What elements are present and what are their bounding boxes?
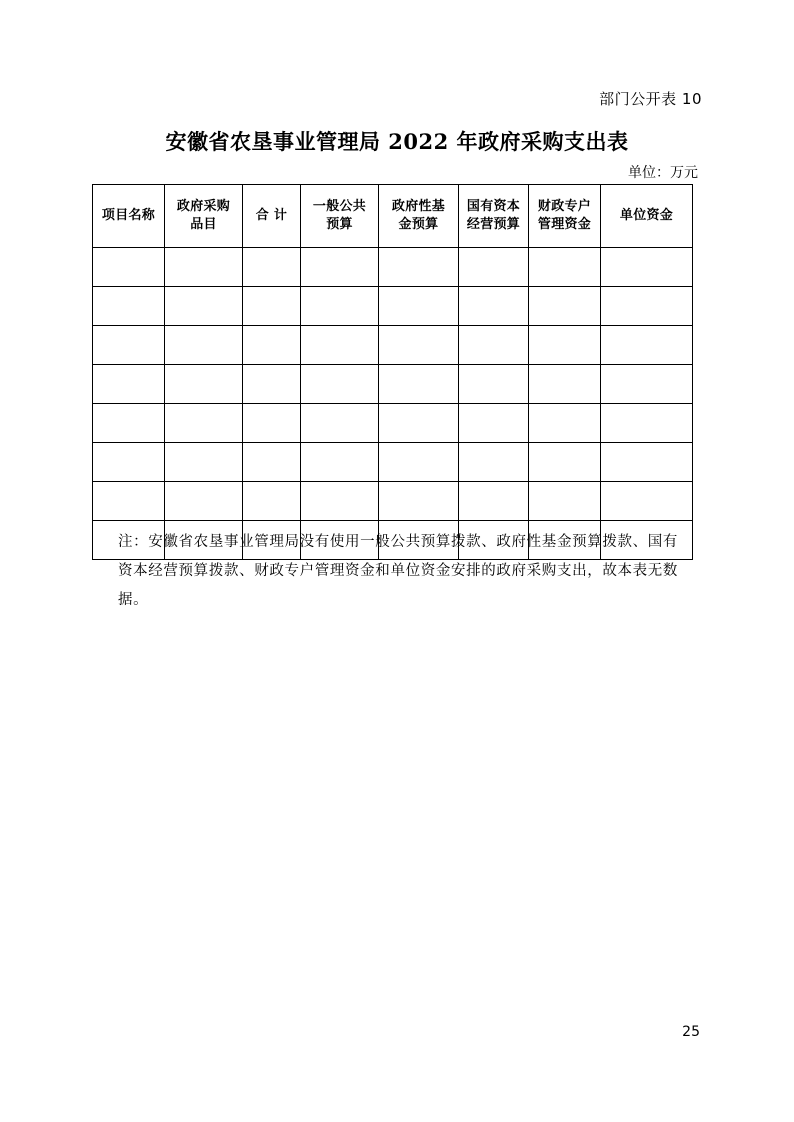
table-cell	[301, 365, 379, 404]
column-header-state-capital-operating-budget	[459, 185, 529, 248]
table-cell	[459, 443, 529, 482]
table-cell	[529, 404, 601, 443]
table-cell	[379, 365, 459, 404]
table-cell	[529, 443, 601, 482]
document-form-label: 部门公开表 10	[599, 90, 702, 108]
table-cell	[93, 443, 165, 482]
table-cell	[301, 287, 379, 326]
column-header-fiscal-account-managed-funds	[529, 185, 601, 248]
column-header-procurement-item	[165, 185, 243, 248]
table-row	[93, 482, 693, 521]
page-title: 安徽省农垦事业管理局 2022 年政府采购支出表	[165, 129, 629, 154]
table-cell	[93, 248, 165, 287]
table-cell	[529, 248, 601, 287]
column-header-total	[243, 185, 301, 248]
table-cell	[459, 287, 529, 326]
table-cell	[601, 326, 693, 365]
table-cell	[459, 482, 529, 521]
table-cell	[379, 326, 459, 365]
table-cell	[243, 404, 301, 443]
header-line: 一般公共	[312, 199, 367, 215]
table-cell	[243, 248, 301, 287]
table-row	[93, 365, 693, 404]
table-row	[93, 326, 693, 365]
table-cell	[165, 482, 243, 521]
header-line: 项目名称	[101, 208, 156, 224]
header-line: 金预算	[398, 217, 439, 232]
table-header-row	[93, 185, 693, 248]
table-cell	[601, 287, 693, 326]
table-cell	[93, 404, 165, 443]
unit-note: 单位：万元	[628, 165, 698, 181]
table-cell	[243, 482, 301, 521]
table-cell	[93, 482, 165, 521]
table-cell	[93, 287, 165, 326]
table-cell	[165, 287, 243, 326]
header-line: 政府采购	[176, 199, 231, 215]
table-cell	[459, 326, 529, 365]
header-line: 经营预算	[466, 217, 521, 232]
table-cell	[165, 248, 243, 287]
table-cell	[301, 404, 379, 443]
table-cell	[601, 248, 693, 287]
table-cell	[301, 248, 379, 287]
column-header-general-public-budget	[301, 185, 379, 248]
page-number: 25	[682, 1024, 700, 1040]
header-line: 财政专户	[537, 199, 592, 215]
table-cell	[379, 443, 459, 482]
table-cell	[529, 365, 601, 404]
table-footnote: 注：安徽省农垦事业管理局没有使用一般公共预算拨款、政府性基金预算拨款、国有资本经营预算拨款、财政专户管理资金和单位资金安排的政府采购支出，故本表无数据。	[118, 534, 678, 608]
table-cell	[301, 326, 379, 365]
column-header-unit-funds	[601, 185, 693, 248]
table-row	[93, 443, 693, 482]
header-line: 品目	[190, 217, 217, 232]
header-line: 合 计	[255, 208, 288, 224]
header-line: 国有资本	[466, 199, 521, 215]
header-line: 预算	[326, 217, 353, 232]
table-cell	[93, 365, 165, 404]
table-cell	[243, 365, 301, 404]
table-cell	[459, 404, 529, 443]
table-cell	[529, 287, 601, 326]
table-cell	[243, 287, 301, 326]
table-cell	[529, 326, 601, 365]
table-cell	[601, 365, 693, 404]
table-cell	[379, 287, 459, 326]
table-cell	[165, 404, 243, 443]
table-cell	[301, 482, 379, 521]
table-cell	[379, 404, 459, 443]
table-cell	[529, 482, 601, 521]
table-cell	[165, 443, 243, 482]
table-row	[93, 404, 693, 443]
table-cell	[93, 326, 165, 365]
table-cell	[459, 365, 529, 404]
header-line: 管理资金	[537, 217, 592, 232]
table-row	[93, 287, 693, 326]
table-cell	[601, 404, 693, 443]
column-header-project-name	[93, 185, 165, 248]
table-cell	[243, 326, 301, 365]
column-header-government-fund-budget	[379, 185, 459, 248]
table-cell	[301, 443, 379, 482]
table-cell	[601, 443, 693, 482]
table-cell	[165, 326, 243, 365]
table-row	[93, 248, 693, 287]
header-line: 政府性基	[391, 199, 446, 215]
procurement-expenditure-table	[92, 184, 693, 560]
table-cell	[459, 248, 529, 287]
table-cell	[243, 443, 301, 482]
table-cell	[379, 248, 459, 287]
header-line: 单位资金	[619, 208, 674, 224]
table-cell	[601, 482, 693, 521]
table-cell	[379, 482, 459, 521]
table-cell	[165, 365, 243, 404]
